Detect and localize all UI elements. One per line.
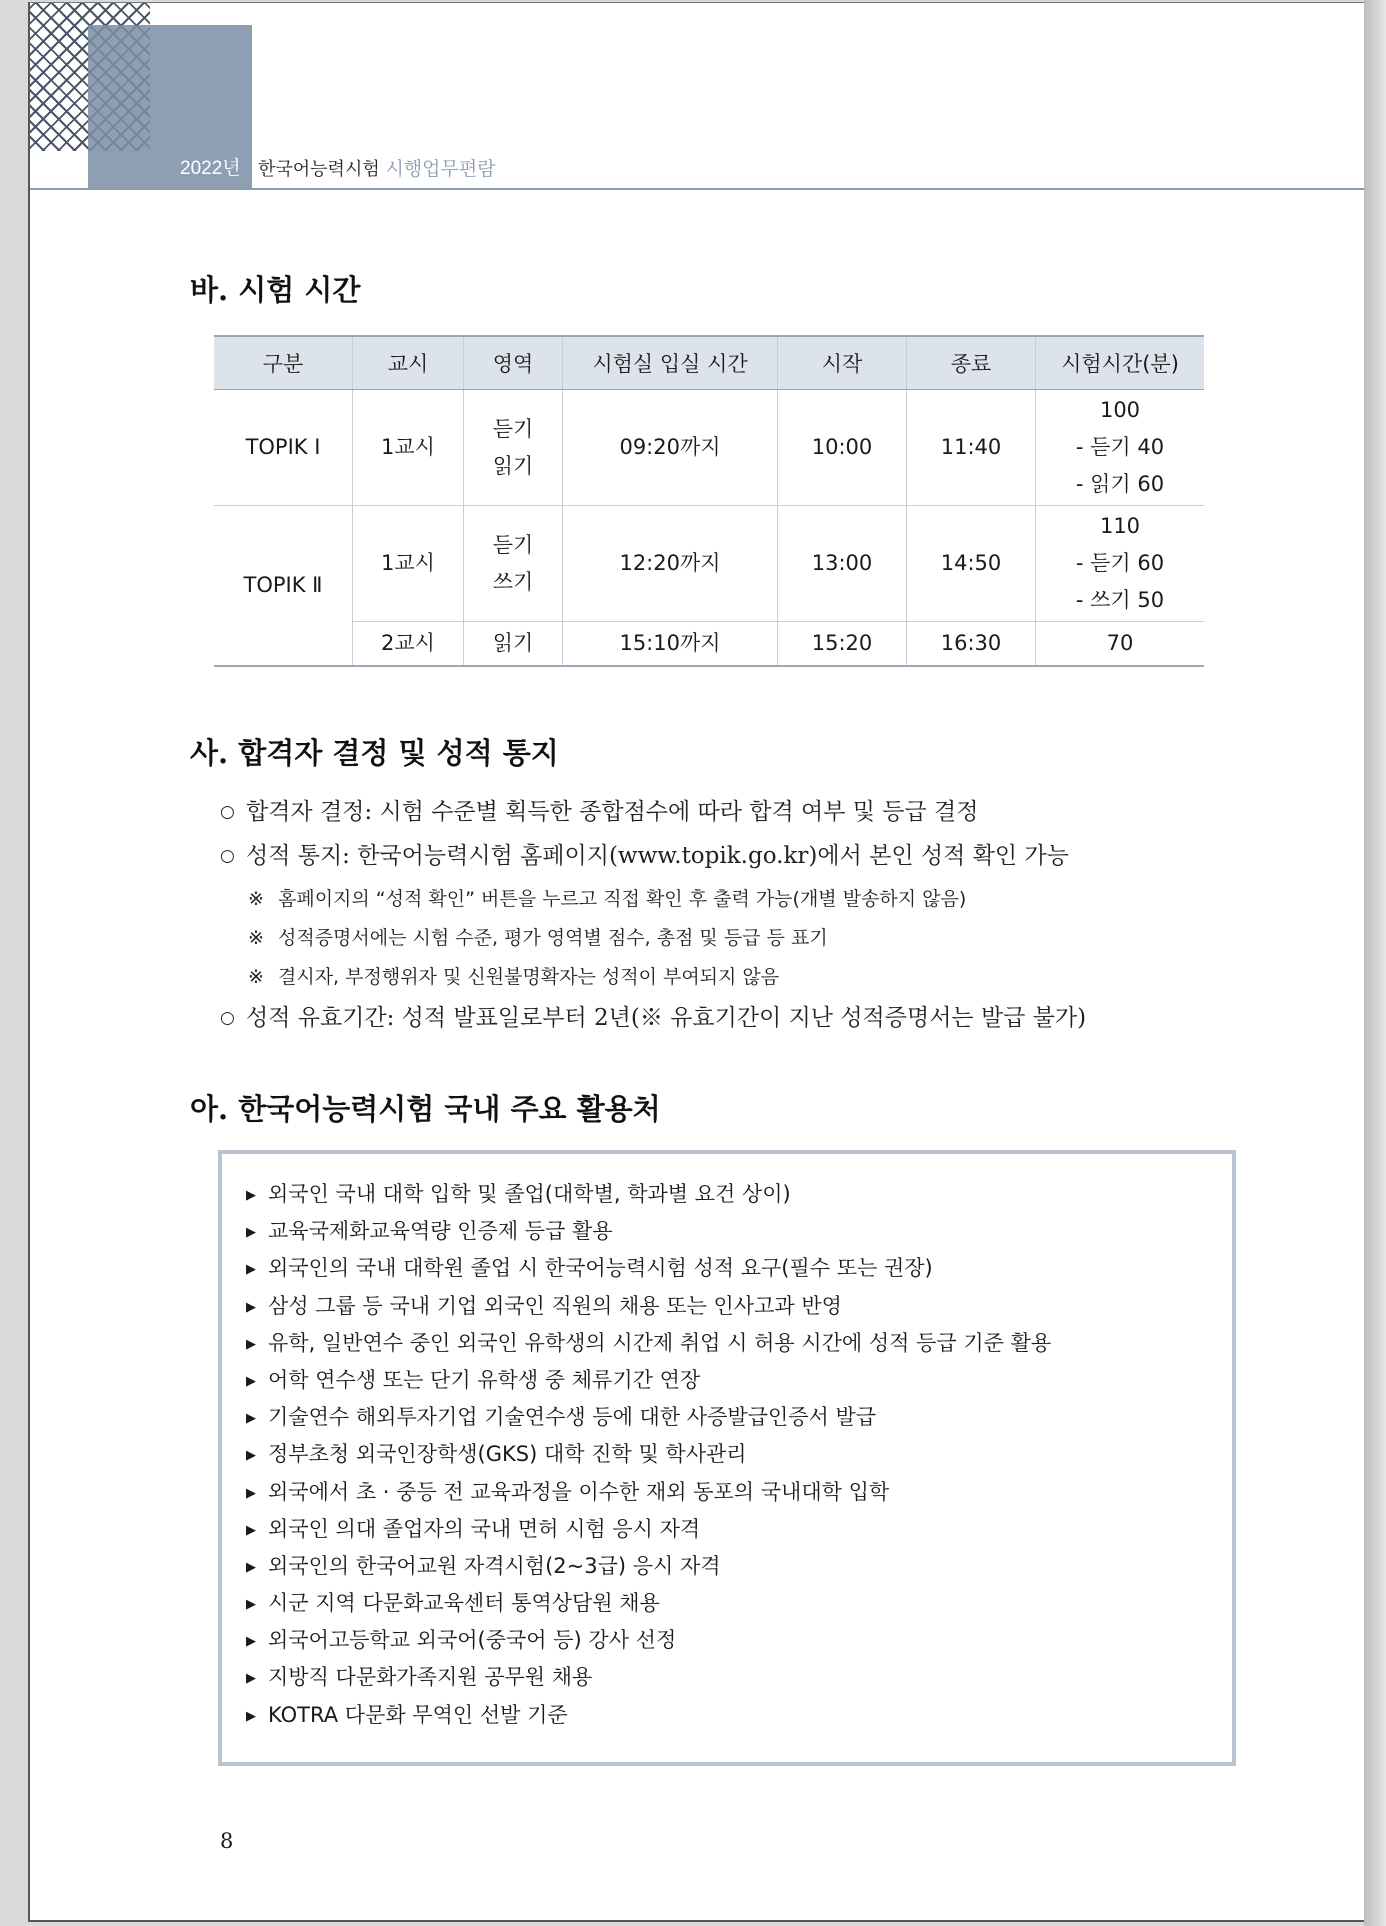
page-number: 8 — [220, 1829, 234, 1853]
table-cell-period: 1교시 — [353, 506, 464, 622]
list-item-text: 어학 연수생 또는 단기 유학생 중 체류기간 연장 — [268, 1367, 701, 1392]
table-cell-areas — [464, 506, 563, 622]
list-item — [246, 1511, 1232, 1548]
list-item — [246, 1362, 1232, 1399]
table-cell-entry: 09:20까지 — [563, 390, 778, 506]
header-title-sub: 시행업무편람 — [385, 158, 496, 180]
table-cell-entry: 15:10까지 — [563, 622, 778, 666]
table-cell-duration — [1036, 506, 1205, 622]
table-cell-period: 2교시 — [353, 622, 464, 666]
triangle-bullet-icon: ▶ — [246, 1708, 256, 1724]
bullet-circle: ○ — [220, 846, 235, 866]
table-cell-end: 14:50 — [907, 506, 1036, 622]
triangle-bullet-icon: ▶ — [246, 1559, 256, 1575]
list-item-text: 삼성 그룹 등 국내 기업 외국인 직원의 채용 또는 인사고과 반영 — [268, 1293, 842, 1318]
triangle-bullet-icon: ▶ — [246, 1336, 256, 1352]
result-note-text: 결시자, 부정행위자 및 신원불명확자는 성적이 부여되지 않음 — [278, 966, 780, 988]
table-header-cell: 교시 — [353, 336, 464, 390]
area-item: 쓰기 — [492, 569, 534, 594]
list-item-text: 외국인 의대 졸업자의 국내 면허 시험 응시 자격 — [268, 1516, 701, 1541]
table-cell-areas — [464, 390, 563, 506]
note-mark: ※ — [248, 927, 264, 949]
result-item-text: 성적 통지: 한국어능력시험 홈페이지(www.topik.go.kr)에서 본인 성적 확인 가능 — [246, 843, 1069, 869]
list-item-text: 유학, 일반연수 중인 외국인 유학생의 시간제 취업 시 허용 시간에 성적 등급 기준 활용 — [268, 1330, 1052, 1355]
triangle-bullet-icon: ▶ — [246, 1448, 256, 1464]
list-item — [246, 1436, 1232, 1473]
header-year: 2022년 — [180, 158, 241, 179]
header-divider — [30, 188, 1364, 190]
header-title-main: 한국어능력시험 — [258, 159, 380, 180]
list-item — [246, 1213, 1232, 1250]
triangle-bullet-icon: ▶ — [246, 1411, 256, 1427]
table-cell-end: 11:40 — [907, 390, 1036, 506]
area-item: 읽기 — [492, 453, 534, 478]
table-cell-duration: 70 — [1036, 622, 1205, 666]
result-item — [220, 837, 1069, 870]
table-cell-start: 15:20 — [778, 622, 907, 666]
duration-line: 100 — [1099, 398, 1141, 422]
triangle-bullet-icon: ▶ — [246, 1299, 256, 1315]
table-row — [214, 622, 1204, 666]
list-item — [246, 1176, 1232, 1213]
triangle-bullet-icon: ▶ — [246, 1634, 256, 1650]
triangle-bullet-icon: ▶ — [246, 1671, 256, 1687]
list-item — [246, 1585, 1232, 1622]
triangle-bullet-icon: ▶ — [246, 1373, 256, 1389]
table-header-cell: 시험시간(분) — [1036, 336, 1205, 390]
list-item — [246, 1399, 1232, 1436]
bullet-circle: ○ — [220, 1008, 235, 1028]
table-row — [214, 506, 1204, 622]
triangle-bullet-icon: ▶ — [246, 1485, 256, 1501]
list-item-text: 지방직 다문화가족지원 공무원 채용 — [268, 1665, 593, 1690]
section-title-exam-time: 바. 시험 시간 — [190, 273, 361, 307]
table-cell-start: 13:00 — [778, 506, 907, 622]
list-item — [246, 1548, 1232, 1585]
table-header-cell: 종료 — [907, 336, 1036, 390]
table-cell-areas: 읽기 — [464, 622, 563, 666]
header-title — [258, 154, 496, 181]
triangle-bullet-icon: ▶ — [246, 1597, 256, 1613]
table-header-cell: 구분 — [214, 336, 353, 390]
result-item-text: 합격자 결정: 시험 수준별 획득한 종합점수에 따라 합격 여부 및 등급 결정 — [246, 799, 979, 825]
note-mark: ※ — [248, 888, 264, 910]
table-header-row — [214, 336, 1204, 390]
list-item-text: 교육국제화교육역량 인증제 등급 활용 — [268, 1219, 613, 1244]
table-cell-end: 16:30 — [907, 622, 1036, 666]
list-item — [246, 1659, 1232, 1696]
table-cell-duration — [1036, 390, 1205, 506]
bullet-circle: ○ — [220, 802, 235, 822]
section-title-results: 사. 합격자 결정 및 성적 통지 — [190, 736, 559, 770]
duration-line: - 듣기 60 — [1075, 551, 1165, 575]
table-cell-start: 10:00 — [778, 390, 907, 506]
triangle-bullet-icon: ▶ — [246, 1522, 256, 1538]
list-item-text: 외국어고등학교 외국어(중국어 등) 강사 선정 — [268, 1628, 677, 1653]
usage-list — [222, 1154, 1232, 1734]
table-cell-group: TOPIK Ⅰ — [214, 390, 353, 506]
triangle-bullet-icon: ▶ — [246, 1262, 256, 1278]
result-note — [248, 923, 828, 950]
page-edge-shadow — [1364, 0, 1386, 1926]
exam-time-table — [214, 335, 1204, 667]
duration-line: - 읽기 60 — [1075, 472, 1165, 496]
list-item — [246, 1250, 1232, 1287]
result-item-text: 성적 유효기간: 성적 발표일로부터 2년(※ 유효기간이 지난 성적증명서는 발급 불가) — [246, 1005, 1087, 1031]
table-cell-entry: 12:20까지 — [563, 506, 778, 622]
triangle-bullet-icon: ▶ — [246, 1188, 256, 1203]
list-item — [246, 1697, 1232, 1734]
list-item — [246, 1325, 1232, 1362]
list-item-text: 외국인의 한국어교원 자격시험(2~3급) 응시 자격 — [268, 1553, 721, 1578]
triangle-bullet-icon: ▶ — [246, 1225, 256, 1241]
result-note — [248, 962, 779, 989]
list-item-text: 시군 지역 다문화교육센터 통역상담원 채용 — [268, 1591, 660, 1616]
list-item-text: 기술연수 해외투자기업 기술연수생 등에 대한 사증발급인증서 발급 — [268, 1405, 877, 1430]
list-item — [246, 1622, 1232, 1659]
note-mark: ※ — [248, 966, 264, 988]
table-row — [214, 390, 1204, 506]
duration-line: - 듣기 40 — [1075, 435, 1165, 459]
list-item — [246, 1288, 1232, 1325]
duration-line: 110 — [1099, 514, 1141, 538]
list-item-text: 외국인 국내 대학 입학 및 졸업(대학별, 학과별 요건 상이) — [268, 1182, 791, 1206]
area-item: 듣기 — [492, 416, 534, 441]
list-item-text: 외국에서 초 · 중등 전 교육과정을 이수한 재외 동포의 국내대학 입학 — [268, 1479, 890, 1504]
usage-list-box — [218, 1150, 1236, 1766]
result-note-text: 성적증명서에는 시험 수준, 평가 영역별 점수, 총점 및 등급 등 표기 — [278, 927, 828, 949]
table-header-cell: 시작 — [778, 336, 907, 390]
list-item — [246, 1474, 1232, 1511]
result-note — [248, 884, 966, 911]
area-item: 듣기 — [492, 532, 534, 557]
list-item-text: 정부초청 외국인장학생(GKS) 대학 진학 및 학사관리 — [268, 1442, 747, 1467]
table-cell-period: 1교시 — [353, 390, 464, 506]
table-cell-group: TOPIK Ⅱ — [214, 506, 353, 666]
list-item-text: KOTRA 다문화 무역인 선발 기준 — [268, 1702, 568, 1727]
result-item — [220, 793, 979, 826]
section-title-usage: 아. 한국어능력시험 국내 주요 활용처 — [190, 1092, 661, 1126]
result-item — [220, 999, 1086, 1032]
table-header-cell: 영역 — [464, 336, 563, 390]
duration-line: - 쓰기 50 — [1075, 588, 1165, 612]
table-header-cell: 시험실 입실 시간 — [563, 336, 778, 390]
list-item-text: 외국인의 국내 대학원 졸업 시 한국어능력시험 성적 요구(필수 또는 권장) — [268, 1256, 933, 1281]
document-page — [28, 2, 1364, 1922]
result-note-text: 홈페이지의 “성적 확인” 버튼을 누르고 직접 확인 후 출력 가능(개별 발송하지 않음) — [278, 888, 967, 910]
